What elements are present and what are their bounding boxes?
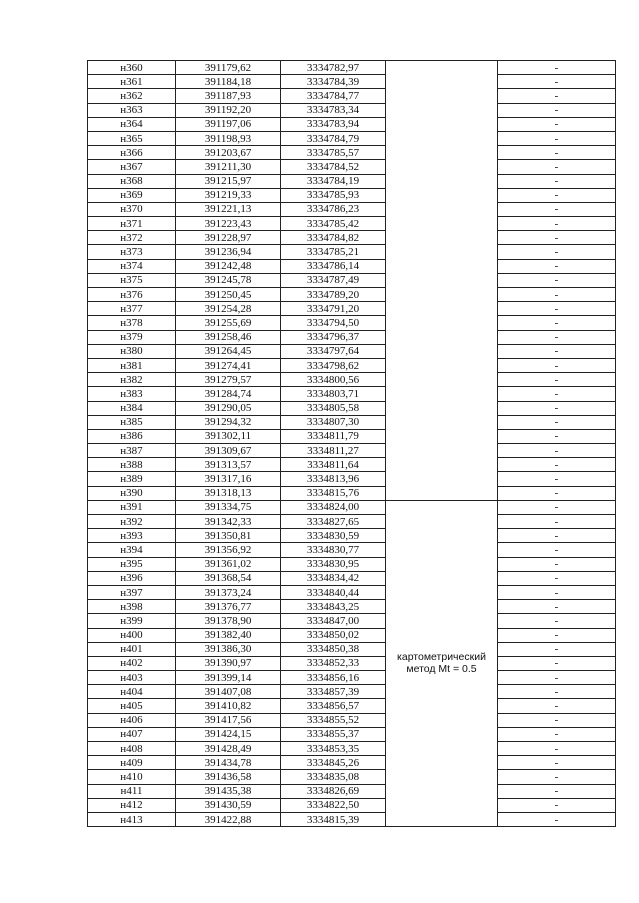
x-coordinate-cell: 391368,54 bbox=[176, 571, 281, 585]
table-row bbox=[88, 628, 616, 642]
table-row bbox=[88, 699, 616, 713]
x-coordinate-cell: 391274,41 bbox=[176, 358, 281, 372]
x-coordinate-cell: 391223,43 bbox=[176, 217, 281, 231]
x-coordinate-cell: 391211,30 bbox=[176, 160, 281, 174]
y-coordinate-cell: 3334835,08 bbox=[281, 770, 386, 784]
y-coordinate-cell: 3334824,00 bbox=[281, 500, 386, 514]
point-id-cell: н378 bbox=[88, 316, 176, 330]
point-id-cell: н393 bbox=[88, 529, 176, 543]
point-id-cell: н390 bbox=[88, 486, 176, 500]
table-row bbox=[88, 202, 616, 216]
table-row bbox=[88, 642, 616, 656]
x-coordinate-cell: 391313,57 bbox=[176, 458, 281, 472]
point-id-cell: н391 bbox=[88, 500, 176, 514]
table-row bbox=[88, 444, 616, 458]
point-id-cell: н367 bbox=[88, 160, 176, 174]
table-row bbox=[88, 429, 616, 443]
description-cell: - bbox=[498, 614, 616, 628]
x-coordinate-cell: 391309,67 bbox=[176, 444, 281, 458]
x-coordinate-cell: 391378,90 bbox=[176, 614, 281, 628]
table-row bbox=[88, 472, 616, 486]
x-coordinate-cell: 391187,93 bbox=[176, 89, 281, 103]
y-coordinate-cell: 3334822,50 bbox=[281, 798, 386, 812]
table-row bbox=[88, 131, 616, 145]
table-row bbox=[88, 685, 616, 699]
x-coordinate-cell: 391215,97 bbox=[176, 174, 281, 188]
table-row bbox=[88, 614, 616, 628]
y-coordinate-cell: 3334813,96 bbox=[281, 472, 386, 486]
y-coordinate-cell: 3334784,79 bbox=[281, 131, 386, 145]
y-coordinate-cell: 3334856,16 bbox=[281, 671, 386, 685]
y-coordinate-cell: 3334785,93 bbox=[281, 188, 386, 202]
y-coordinate-cell: 3334803,71 bbox=[281, 387, 386, 401]
description-cell: - bbox=[498, 330, 616, 344]
x-coordinate-cell: 391179,62 bbox=[176, 61, 281, 75]
x-coordinate-cell: 391250,45 bbox=[176, 288, 281, 302]
y-coordinate-cell: 3334785,42 bbox=[281, 217, 386, 231]
description-cell: - bbox=[498, 600, 616, 614]
y-coordinate-cell: 3334830,95 bbox=[281, 557, 386, 571]
description-cell: - bbox=[498, 302, 616, 316]
x-coordinate-cell: 391228,97 bbox=[176, 231, 281, 245]
x-coordinate-cell: 391302,11 bbox=[176, 429, 281, 443]
table-row bbox=[88, 259, 616, 273]
point-id-cell: н408 bbox=[88, 742, 176, 756]
description-cell: - bbox=[498, 699, 616, 713]
point-id-cell: н409 bbox=[88, 756, 176, 770]
description-cell: - bbox=[498, 373, 616, 387]
point-id-cell: н365 bbox=[88, 131, 176, 145]
table-row bbox=[88, 302, 616, 316]
description-cell: - bbox=[498, 358, 616, 372]
point-id-cell: н376 bbox=[88, 288, 176, 302]
x-coordinate-cell: 391192,20 bbox=[176, 103, 281, 117]
table-row bbox=[88, 557, 616, 571]
table-row bbox=[88, 160, 616, 174]
x-coordinate-cell: 391342,33 bbox=[176, 515, 281, 529]
y-coordinate-cell: 3334796,37 bbox=[281, 330, 386, 344]
y-coordinate-cell: 3334794,50 bbox=[281, 316, 386, 330]
table-row bbox=[88, 103, 616, 117]
point-id-cell: н383 bbox=[88, 387, 176, 401]
description-cell: - bbox=[498, 217, 616, 231]
x-coordinate-cell: 391198,93 bbox=[176, 131, 281, 145]
description-cell: - bbox=[498, 344, 616, 358]
description-cell: - bbox=[498, 543, 616, 557]
y-coordinate-cell: 3334855,52 bbox=[281, 713, 386, 727]
description-cell: - bbox=[498, 642, 616, 656]
table-row bbox=[88, 401, 616, 415]
point-id-cell: н397 bbox=[88, 585, 176, 599]
x-coordinate-cell: 391203,67 bbox=[176, 146, 281, 160]
point-id-cell: н369 bbox=[88, 188, 176, 202]
y-coordinate-cell: 3334785,21 bbox=[281, 245, 386, 259]
table-row bbox=[88, 188, 616, 202]
x-coordinate-cell: 391434,78 bbox=[176, 756, 281, 770]
y-coordinate-cell: 3334784,39 bbox=[281, 75, 386, 89]
table-row bbox=[88, 756, 616, 770]
method-cell-empty bbox=[386, 61, 498, 501]
description-cell: - bbox=[498, 500, 616, 514]
point-id-cell: н389 bbox=[88, 472, 176, 486]
y-coordinate-cell: 3334827,65 bbox=[281, 515, 386, 529]
y-coordinate-cell: 3334845,26 bbox=[281, 756, 386, 770]
y-coordinate-cell: 3334855,37 bbox=[281, 727, 386, 741]
description-cell: - bbox=[498, 529, 616, 543]
description-cell: - bbox=[498, 798, 616, 812]
y-coordinate-cell: 3334782,97 bbox=[281, 61, 386, 75]
x-coordinate-cell: 391376,77 bbox=[176, 600, 281, 614]
point-id-cell: н379 bbox=[88, 330, 176, 344]
description-cell: - bbox=[498, 571, 616, 585]
y-coordinate-cell: 3334852,33 bbox=[281, 656, 386, 670]
table-row bbox=[88, 316, 616, 330]
x-coordinate-cell: 391264,45 bbox=[176, 344, 281, 358]
x-coordinate-cell: 391382,40 bbox=[176, 628, 281, 642]
y-coordinate-cell: 3334843,25 bbox=[281, 600, 386, 614]
x-coordinate-cell: 391184,18 bbox=[176, 75, 281, 89]
y-coordinate-cell: 3334826,69 bbox=[281, 784, 386, 798]
point-id-cell: н395 bbox=[88, 557, 176, 571]
point-id-cell: н400 bbox=[88, 628, 176, 642]
point-id-cell: н368 bbox=[88, 174, 176, 188]
point-id-cell: н387 bbox=[88, 444, 176, 458]
table-row bbox=[88, 61, 616, 75]
x-coordinate-cell: 391424,15 bbox=[176, 727, 281, 741]
table-row bbox=[88, 784, 616, 798]
y-coordinate-cell: 3334789,20 bbox=[281, 288, 386, 302]
point-id-cell: н402 bbox=[88, 656, 176, 670]
description-cell: - bbox=[498, 75, 616, 89]
y-coordinate-cell: 3334784,19 bbox=[281, 174, 386, 188]
point-id-cell: н373 bbox=[88, 245, 176, 259]
table-row bbox=[88, 174, 616, 188]
point-id-cell: н388 bbox=[88, 458, 176, 472]
description-cell: - bbox=[498, 486, 616, 500]
x-coordinate-cell: 391290,05 bbox=[176, 401, 281, 415]
description-cell: - bbox=[498, 472, 616, 486]
description-cell: - bbox=[498, 429, 616, 443]
table-row bbox=[88, 358, 616, 372]
y-coordinate-cell: 3334800,56 bbox=[281, 373, 386, 387]
x-coordinate-cell: 391258,46 bbox=[176, 330, 281, 344]
y-coordinate-cell: 3334805,58 bbox=[281, 401, 386, 415]
point-id-cell: н405 bbox=[88, 699, 176, 713]
y-coordinate-cell: 3334815,39 bbox=[281, 812, 386, 826]
description-cell: - bbox=[498, 742, 616, 756]
y-coordinate-cell: 3334784,77 bbox=[281, 89, 386, 103]
y-coordinate-cell: 3334830,59 bbox=[281, 529, 386, 543]
y-coordinate-cell: 3334797,64 bbox=[281, 344, 386, 358]
point-id-cell: н406 bbox=[88, 713, 176, 727]
table-row bbox=[88, 245, 616, 259]
table-row bbox=[88, 600, 616, 614]
table-row bbox=[88, 656, 616, 670]
y-coordinate-cell: 3334850,02 bbox=[281, 628, 386, 642]
table-row bbox=[88, 798, 616, 812]
description-cell: - bbox=[498, 557, 616, 571]
x-coordinate-cell: 391435,38 bbox=[176, 784, 281, 798]
table-row bbox=[88, 273, 616, 287]
point-id-cell: н398 bbox=[88, 600, 176, 614]
point-id-cell: н362 bbox=[88, 89, 176, 103]
description-cell: - bbox=[498, 713, 616, 727]
point-id-cell: н364 bbox=[88, 117, 176, 131]
table-row bbox=[88, 585, 616, 599]
description-cell: - bbox=[498, 316, 616, 330]
y-coordinate-cell: 3334811,64 bbox=[281, 458, 386, 472]
x-coordinate-cell: 391436,58 bbox=[176, 770, 281, 784]
description-cell: - bbox=[498, 444, 616, 458]
point-id-cell: н386 bbox=[88, 429, 176, 443]
table-row bbox=[88, 515, 616, 529]
y-coordinate-cell: 3334857,39 bbox=[281, 685, 386, 699]
description-cell: - bbox=[498, 231, 616, 245]
description-cell: - bbox=[498, 628, 616, 642]
point-id-cell: н399 bbox=[88, 614, 176, 628]
table-row bbox=[88, 288, 616, 302]
x-coordinate-cell: 391417,56 bbox=[176, 713, 281, 727]
table-row bbox=[88, 146, 616, 160]
table-row bbox=[88, 217, 616, 231]
point-id-cell: н372 bbox=[88, 231, 176, 245]
description-cell: - bbox=[498, 756, 616, 770]
y-coordinate-cell: 3334807,30 bbox=[281, 415, 386, 429]
y-coordinate-cell: 3334815,76 bbox=[281, 486, 386, 500]
point-id-cell: н403 bbox=[88, 671, 176, 685]
table-row bbox=[88, 500, 616, 514]
description-cell: - bbox=[498, 770, 616, 784]
description-cell: - bbox=[498, 784, 616, 798]
table-row bbox=[88, 458, 616, 472]
x-coordinate-cell: 391428,49 bbox=[176, 742, 281, 756]
table-row bbox=[88, 486, 616, 500]
description-cell: - bbox=[498, 727, 616, 741]
point-id-cell: н361 bbox=[88, 75, 176, 89]
x-coordinate-cell: 391430,59 bbox=[176, 798, 281, 812]
y-coordinate-cell: 3334853,35 bbox=[281, 742, 386, 756]
x-coordinate-cell: 391197,06 bbox=[176, 117, 281, 131]
y-coordinate-cell: 3334811,27 bbox=[281, 444, 386, 458]
y-coordinate-cell: 3334847,00 bbox=[281, 614, 386, 628]
table-row bbox=[88, 671, 616, 685]
x-coordinate-cell: 391350,81 bbox=[176, 529, 281, 543]
method-cell bbox=[386, 500, 498, 826]
point-id-cell: н377 bbox=[88, 302, 176, 316]
table-row bbox=[88, 373, 616, 387]
table-row bbox=[88, 89, 616, 103]
table-row bbox=[88, 231, 616, 245]
point-id-cell: н394 bbox=[88, 543, 176, 557]
table-row bbox=[88, 543, 616, 557]
y-coordinate-cell: 3334834,42 bbox=[281, 571, 386, 585]
table-row bbox=[88, 75, 616, 89]
description-cell: - bbox=[498, 174, 616, 188]
x-coordinate-cell: 391422,88 bbox=[176, 812, 281, 826]
y-coordinate-cell: 3334830,77 bbox=[281, 543, 386, 557]
description-cell: - bbox=[498, 685, 616, 699]
point-id-cell: н370 bbox=[88, 202, 176, 216]
description-cell: - bbox=[498, 515, 616, 529]
table-row bbox=[88, 330, 616, 344]
y-coordinate-cell: 3334840,44 bbox=[281, 585, 386, 599]
method-label-line1: картометрический bbox=[397, 651, 486, 664]
x-coordinate-cell: 391255,69 bbox=[176, 316, 281, 330]
coordinates-table bbox=[87, 60, 616, 827]
x-coordinate-cell: 391245,78 bbox=[176, 273, 281, 287]
point-id-cell: н401 bbox=[88, 642, 176, 656]
table-row bbox=[88, 387, 616, 401]
description-cell: - bbox=[498, 259, 616, 273]
description-cell: - bbox=[498, 288, 616, 302]
y-coordinate-cell: 3334783,94 bbox=[281, 117, 386, 131]
y-coordinate-cell: 3334783,34 bbox=[281, 103, 386, 117]
point-id-cell: н374 bbox=[88, 259, 176, 273]
description-cell: - bbox=[498, 671, 616, 685]
point-id-cell: н382 bbox=[88, 373, 176, 387]
table-row bbox=[88, 713, 616, 727]
point-id-cell: н360 bbox=[88, 61, 176, 75]
description-cell: - bbox=[498, 103, 616, 117]
description-cell: - bbox=[498, 401, 616, 415]
description-cell: - bbox=[498, 273, 616, 287]
x-coordinate-cell: 391390,97 bbox=[176, 656, 281, 670]
table-row bbox=[88, 117, 616, 131]
point-id-cell: н385 bbox=[88, 415, 176, 429]
x-coordinate-cell: 391361,02 bbox=[176, 557, 281, 571]
y-coordinate-cell: 3334787,49 bbox=[281, 273, 386, 287]
description-cell: - bbox=[498, 387, 616, 401]
point-id-cell: н396 bbox=[88, 571, 176, 585]
x-coordinate-cell: 391242,48 bbox=[176, 259, 281, 273]
table-row bbox=[88, 727, 616, 741]
description-cell: - bbox=[498, 188, 616, 202]
x-coordinate-cell: 391284,74 bbox=[176, 387, 281, 401]
description-cell: - bbox=[498, 146, 616, 160]
y-coordinate-cell: 3334798,62 bbox=[281, 358, 386, 372]
description-cell: - bbox=[498, 131, 616, 145]
x-coordinate-cell: 391407,08 bbox=[176, 685, 281, 699]
description-cell: - bbox=[498, 202, 616, 216]
description-cell: - bbox=[498, 61, 616, 75]
y-coordinate-cell: 3334791,20 bbox=[281, 302, 386, 316]
point-id-cell: н407 bbox=[88, 727, 176, 741]
description-cell: - bbox=[498, 415, 616, 429]
point-id-cell: н366 bbox=[88, 146, 176, 160]
description-cell: - bbox=[498, 89, 616, 103]
x-coordinate-cell: 391317,16 bbox=[176, 472, 281, 486]
x-coordinate-cell: 391334,75 bbox=[176, 500, 281, 514]
y-coordinate-cell: 3334784,82 bbox=[281, 231, 386, 245]
table-row bbox=[88, 571, 616, 585]
point-id-cell: н371 bbox=[88, 217, 176, 231]
description-cell: - bbox=[498, 160, 616, 174]
table-row bbox=[88, 529, 616, 543]
point-id-cell: н413 bbox=[88, 812, 176, 826]
description-cell: - bbox=[498, 458, 616, 472]
description-cell: - bbox=[498, 117, 616, 131]
x-coordinate-cell: 391236,94 bbox=[176, 245, 281, 259]
x-coordinate-cell: 391386,30 bbox=[176, 642, 281, 656]
description-cell: - bbox=[498, 245, 616, 259]
point-id-cell: н392 bbox=[88, 515, 176, 529]
point-id-cell: н363 bbox=[88, 103, 176, 117]
y-coordinate-cell: 3334786,14 bbox=[281, 259, 386, 273]
point-id-cell: н404 bbox=[88, 685, 176, 699]
x-coordinate-cell: 391410,82 bbox=[176, 699, 281, 713]
x-coordinate-cell: 391294,32 bbox=[176, 415, 281, 429]
y-coordinate-cell: 3334786,23 bbox=[281, 202, 386, 216]
table-row bbox=[88, 770, 616, 784]
description-cell: - bbox=[498, 656, 616, 670]
point-id-cell: н381 bbox=[88, 358, 176, 372]
table-row bbox=[88, 344, 616, 358]
y-coordinate-cell: 3334784,52 bbox=[281, 160, 386, 174]
x-coordinate-cell: 391318,13 bbox=[176, 486, 281, 500]
y-coordinate-cell: 3334856,57 bbox=[281, 699, 386, 713]
table-row bbox=[88, 742, 616, 756]
x-coordinate-cell: 391254,28 bbox=[176, 302, 281, 316]
x-coordinate-cell: 391279,57 bbox=[176, 373, 281, 387]
point-id-cell: н375 bbox=[88, 273, 176, 287]
point-id-cell: н412 bbox=[88, 798, 176, 812]
description-cell: - bbox=[498, 812, 616, 826]
y-coordinate-cell: 3334811,79 bbox=[281, 429, 386, 443]
x-coordinate-cell: 391373,24 bbox=[176, 585, 281, 599]
x-coordinate-cell: 391219,33 bbox=[176, 188, 281, 202]
point-id-cell: н411 bbox=[88, 784, 176, 798]
point-id-cell: н410 bbox=[88, 770, 176, 784]
x-coordinate-cell: 391399,14 bbox=[176, 671, 281, 685]
table-row bbox=[88, 812, 616, 826]
y-coordinate-cell: 3334785,57 bbox=[281, 146, 386, 160]
table-row bbox=[88, 415, 616, 429]
x-coordinate-cell: 391221,13 bbox=[176, 202, 281, 216]
point-id-cell: н384 bbox=[88, 401, 176, 415]
y-coordinate-cell: 3334850,38 bbox=[281, 642, 386, 656]
description-cell: - bbox=[498, 585, 616, 599]
point-id-cell: н380 bbox=[88, 344, 176, 358]
method-label-line2: метод Mt = 0.5 bbox=[406, 663, 477, 676]
x-coordinate-cell: 391356,92 bbox=[176, 543, 281, 557]
